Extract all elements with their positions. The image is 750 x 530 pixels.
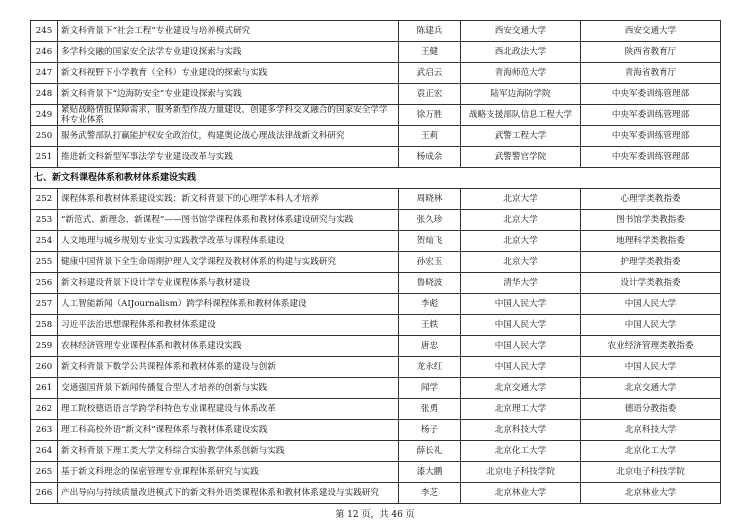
project-title: 健康中国背景下全生命周期护理人文学课程及教材体系的构建与实践研究 bbox=[58, 252, 399, 273]
project-leader: 武启云 bbox=[399, 63, 461, 84]
section-heading-row bbox=[31, 168, 721, 189]
project-leader: 漆大鹏 bbox=[399, 462, 461, 483]
row-number: 251 bbox=[31, 147, 58, 168]
table-row bbox=[31, 147, 721, 168]
institution: 青海师范大学 bbox=[461, 63, 581, 84]
project-title: 新文科建设背景下设计学专业课程体系与教材建设 bbox=[58, 273, 399, 294]
recommending-unit: 中央军委训练管理部 bbox=[581, 105, 721, 126]
table-row bbox=[31, 63, 721, 84]
institution: 北京大学 bbox=[461, 231, 581, 252]
project-title: 推进新文科新型军事法学专业建设改革与实践 bbox=[58, 147, 399, 168]
institution: 武警工程大学 bbox=[461, 126, 581, 147]
institution: 北京科技大学 bbox=[461, 420, 581, 441]
institution: 北京电子科技学院 bbox=[461, 462, 581, 483]
recommending-unit: 北京科技大学 bbox=[581, 420, 721, 441]
institution: 中国人民大学 bbox=[461, 336, 581, 357]
row-number: 253 bbox=[31, 210, 58, 231]
institution: 西北政法大学 bbox=[461, 42, 581, 63]
project-title: 新文科背景下“社会工程”专业建设与培养模式研究 bbox=[58, 21, 399, 42]
project-leader: 李彪 bbox=[399, 294, 461, 315]
project-title: 紧贴战略情报保障需求，服务新型作战力量建设，创建多学科交叉融合的国家安全学学科专业体系 bbox=[58, 105, 399, 126]
recommending-unit: 地理科学类教指委 bbox=[581, 231, 721, 252]
row-number: 257 bbox=[31, 294, 58, 315]
table-row bbox=[31, 231, 721, 252]
row-number: 252 bbox=[31, 189, 58, 210]
project-title: 农林经济管理专业课程体系和教材体系建设实践 bbox=[58, 336, 399, 357]
table-row bbox=[31, 420, 721, 441]
row-number: 259 bbox=[31, 336, 58, 357]
recommending-unit: 中国人民大学 bbox=[581, 294, 721, 315]
project-title: 新文科背景下理工类大学文科综合实验教学体系创新与实践 bbox=[58, 441, 399, 462]
page-footer: 第 12 页，共 46 页 bbox=[335, 510, 415, 520]
project-title: 新文科背景下“边海防安全”专业建设探索与实践 bbox=[58, 84, 399, 105]
institution: 北京大学 bbox=[461, 189, 581, 210]
project-leader: 龙永红 bbox=[399, 357, 461, 378]
table-row bbox=[31, 357, 721, 378]
table-row bbox=[31, 462, 721, 483]
project-leader: 杨子 bbox=[399, 420, 461, 441]
table-row bbox=[31, 189, 721, 210]
table-row bbox=[31, 378, 721, 399]
recommending-unit: 青海省教育厅 bbox=[581, 63, 721, 84]
institution: 北京化工大学 bbox=[461, 441, 581, 462]
recommending-unit: 护理学类教指委 bbox=[581, 252, 721, 273]
row-number: 255 bbox=[31, 252, 58, 273]
recommending-unit: 陕西省教育厅 bbox=[581, 42, 721, 63]
project-leader: 杨成余 bbox=[399, 147, 461, 168]
project-title: 多学科交融的国家安全法学专业建设探索与实践 bbox=[58, 42, 399, 63]
table-row bbox=[31, 399, 721, 420]
project-title: 服务武警部队打赢能护权安全政治仗，构建奥论战心理战法律战新文科研究 bbox=[58, 126, 399, 147]
table-row bbox=[31, 441, 721, 462]
recommending-unit: 中国人民大学 bbox=[581, 357, 721, 378]
row-number: 245 bbox=[31, 21, 58, 42]
institution: 武警警官学院 bbox=[461, 147, 581, 168]
project-leader: 贺灿飞 bbox=[399, 231, 461, 252]
project-leader: 鲁晓波 bbox=[399, 273, 461, 294]
row-number: 246 bbox=[31, 42, 58, 63]
table-row bbox=[31, 105, 721, 126]
recommending-unit: 中国人民大学 bbox=[581, 315, 721, 336]
project-leader: 王莉 bbox=[399, 126, 461, 147]
recommending-unit: 设计学类教指委 bbox=[581, 273, 721, 294]
institution: 西安交通大学 bbox=[461, 21, 581, 42]
project-title: “新范式、新理念、新课程”——图书馆学课程体系和教材体系建设研究与实践 bbox=[58, 210, 399, 231]
recommending-unit: 北京林业大学 bbox=[581, 483, 721, 504]
institution: 清华大学 bbox=[461, 273, 581, 294]
project-leader: 李芝 bbox=[399, 483, 461, 504]
table-body-bottom bbox=[31, 189, 721, 504]
row-number: 248 bbox=[31, 84, 58, 105]
project-leader: 孙宏玉 bbox=[399, 252, 461, 273]
project-title: 人工智能新闻（AIJournalism）跨学科课程体系和教材体系建设 bbox=[58, 294, 399, 315]
table-row bbox=[31, 210, 721, 231]
recommending-unit: 北京交通大学 bbox=[581, 378, 721, 399]
project-title: 产出导向与持续质量改进模式下的新文科外语类课程体系和教材体系建设与实践研究 bbox=[58, 483, 399, 504]
table-row bbox=[31, 126, 721, 147]
document-page bbox=[30, 20, 720, 504]
project-title: 人文地理与城乡规划专业实习实践教学改革与课程体系建设 bbox=[58, 231, 399, 252]
project-leader: 张勇 bbox=[399, 399, 461, 420]
recommending-unit: 图书馆学类教指委 bbox=[581, 210, 721, 231]
recommending-unit: 农业经济管理类教指委 bbox=[581, 336, 721, 357]
project-title: 新文科视野下小学教育（全科）专业建设的探索与实践 bbox=[58, 63, 399, 84]
table-row bbox=[31, 294, 721, 315]
project-leader: 张久珍 bbox=[399, 210, 461, 231]
recommending-unit: 北京电子科技学院 bbox=[581, 462, 721, 483]
section-heading: 七、新文科课程体系和教材体系建设实践 bbox=[31, 168, 721, 189]
row-number: 266 bbox=[31, 483, 58, 504]
recommending-unit: 中央军委训练管理部 bbox=[581, 126, 721, 147]
project-leader: 闻学 bbox=[399, 378, 461, 399]
institution: 陆军边海防学院 bbox=[461, 84, 581, 105]
table-row bbox=[31, 84, 721, 105]
institution: 北京交通大学 bbox=[461, 378, 581, 399]
table-body-top bbox=[31, 21, 721, 168]
institution: 北京理工大学 bbox=[461, 399, 581, 420]
project-leader: 袁正宏 bbox=[399, 84, 461, 105]
institution: 中国人民大学 bbox=[461, 357, 581, 378]
table-row bbox=[31, 42, 721, 63]
row-number: 261 bbox=[31, 378, 58, 399]
recommending-unit: 中央军委训练管理部 bbox=[581, 84, 721, 105]
row-number: 256 bbox=[31, 273, 58, 294]
row-number: 260 bbox=[31, 357, 58, 378]
project-leader: 徐万胜 bbox=[399, 105, 461, 126]
table-row bbox=[31, 21, 721, 42]
project-leader: 王轶 bbox=[399, 315, 461, 336]
table-row bbox=[31, 336, 721, 357]
table-row bbox=[31, 252, 721, 273]
project-leader: 周晓林 bbox=[399, 189, 461, 210]
recommending-unit: 心理学类教指委 bbox=[581, 189, 721, 210]
project-table bbox=[30, 20, 721, 504]
project-title: 交通强国背景下新闻传播复合型人才培养的创新与实践 bbox=[58, 378, 399, 399]
row-number: 265 bbox=[31, 462, 58, 483]
row-number: 264 bbox=[31, 441, 58, 462]
row-number: 263 bbox=[31, 420, 58, 441]
institution: 中国人民大学 bbox=[461, 315, 581, 336]
project-title: 理工院校德语语言学跨学科特色专业课程建设与体系改革 bbox=[58, 399, 399, 420]
project-leader: 陈建兵 bbox=[399, 21, 461, 42]
row-number: 247 bbox=[31, 63, 58, 84]
row-number: 250 bbox=[31, 126, 58, 147]
recommending-unit: 中央军委训练管理部 bbox=[581, 147, 721, 168]
row-number: 254 bbox=[31, 231, 58, 252]
table-row bbox=[31, 483, 721, 504]
institution: 北京大学 bbox=[461, 210, 581, 231]
project-leader: 薛长礼 bbox=[399, 441, 461, 462]
table-row bbox=[31, 315, 721, 336]
project-title: 课程体系和教材体系建设实践：新文科背景下的心理学本科人才培养 bbox=[58, 189, 399, 210]
recommending-unit: 西安交通大学 bbox=[581, 21, 721, 42]
project-leader: 唐忠 bbox=[399, 336, 461, 357]
project-title: 基于新文科理念的保密管理专业课程体系研究与实践 bbox=[58, 462, 399, 483]
institution: 战略支援部队信息工程大学 bbox=[461, 105, 581, 126]
project-title: 习近平法治思想课程体系和教材体系建设 bbox=[58, 315, 399, 336]
institution: 中国人民大学 bbox=[461, 294, 581, 315]
recommending-unit: 德语分教指委 bbox=[581, 399, 721, 420]
section-heading-body bbox=[31, 168, 721, 189]
institution: 北京林业大学 bbox=[461, 483, 581, 504]
row-number: 258 bbox=[31, 315, 58, 336]
row-number: 249 bbox=[31, 105, 58, 126]
institution: 北京大学 bbox=[461, 252, 581, 273]
project-leader: 王健 bbox=[399, 42, 461, 63]
row-number: 262 bbox=[31, 399, 58, 420]
table-row bbox=[31, 273, 721, 294]
project-title: 新文科背景下数学公共课程体系和教材体系的建设与创新 bbox=[58, 357, 399, 378]
recommending-unit: 北京化工大学 bbox=[581, 441, 721, 462]
project-title: 理工科高校外语“新文科”课程体系与教材体系建设实践 bbox=[58, 420, 399, 441]
